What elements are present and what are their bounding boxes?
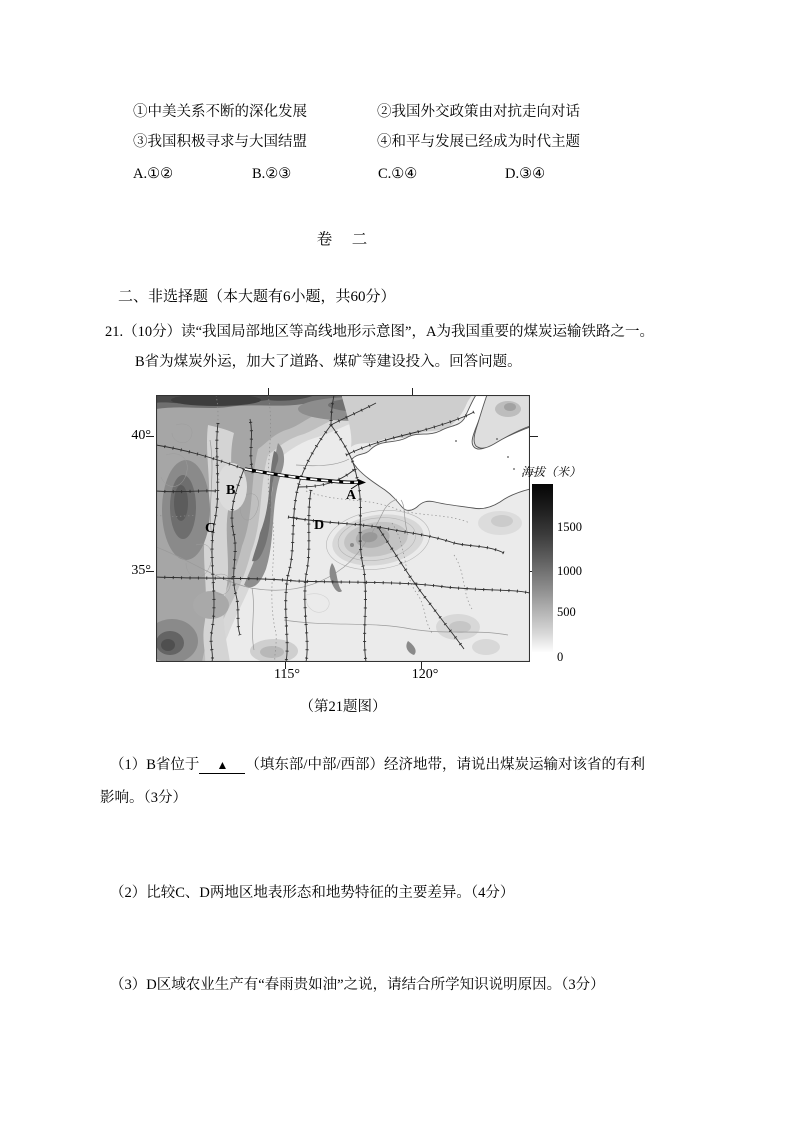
legend-value-1000: 1000 [557, 564, 582, 578]
lon-label-120: 120° [411, 667, 439, 682]
tick-top-115 [268, 388, 269, 395]
legend-value-1500: 1500 [557, 520, 582, 534]
map-label-a: A [346, 488, 357, 503]
q21-sub1-blank: ▲ [199, 757, 245, 774]
legend-title: 海拔（米） [521, 465, 582, 479]
lon-label-115: 115° [273, 667, 301, 682]
lat-label-40: 40° [131, 428, 151, 443]
legend-value-0: 0 [557, 650, 564, 664]
volume-title: 卷 二 [316, 231, 370, 248]
mc-answer-a: A.①② [133, 166, 174, 182]
map-label-c: C [205, 521, 216, 536]
q21-sub1-line1 [110, 756, 645, 774]
map-label-b: B [226, 483, 236, 498]
tick-top-120 [412, 388, 413, 395]
tick-right-40 [530, 436, 538, 437]
q21-sub1-suffix: （填东部/中部/西部）经济地带，请说出煤炭运输对该省的有利 [245, 757, 645, 773]
mc-answer-b: B.②③ [252, 166, 292, 182]
lat-label-35: 35° [131, 563, 151, 578]
map-label-d: D [314, 518, 325, 533]
legend-gradient-bar [532, 484, 553, 652]
section-heading: 二、非选择题（本大题有6小题，共60分） [118, 289, 396, 305]
q21-sub2: （2）比较C、D两地区地表形态和地势特征的主要差异。（4分） [110, 885, 515, 901]
q21-sub1-prefix: （1）B省位于 [110, 757, 200, 773]
map-canvas [156, 395, 530, 662]
figure-caption: （第21题图） [299, 699, 387, 715]
q21-sub3: （3）D区域农业生产有“春雨贵如油”之说，请结合所学知识说明原因。（3分） [110, 977, 605, 993]
mc-answer-c: C.①④ [378, 166, 418, 182]
q21-intro-line1: 21.（10分）读“我国局部地区等高线地形示意图”，A为我国重要的煤炭运输铁路之一。 [105, 324, 654, 340]
topographic-map [156, 395, 530, 662]
liaodong-hills-core [504, 403, 516, 411]
mc-option-1: ①中美关系不断的深化发展 [133, 104, 307, 120]
mc-answer-d: D.③④ [505, 166, 546, 182]
mc-option-3: ③我国积极寻求与大国结盟 [133, 134, 307, 150]
mc-option-4: ④和平与发展已经成为时代主题 [377, 134, 580, 150]
q21-sub1-line2: 影响。（3分） [100, 790, 187, 806]
legend-value-500: 500 [557, 605, 576, 619]
mc-option-2: ②我国外交政策由对抗走向对话 [377, 104, 580, 120]
q21-intro-line2: B省为煤炭外运，加大了道路、煤矿等建设投入。回答问题。 [135, 354, 522, 370]
